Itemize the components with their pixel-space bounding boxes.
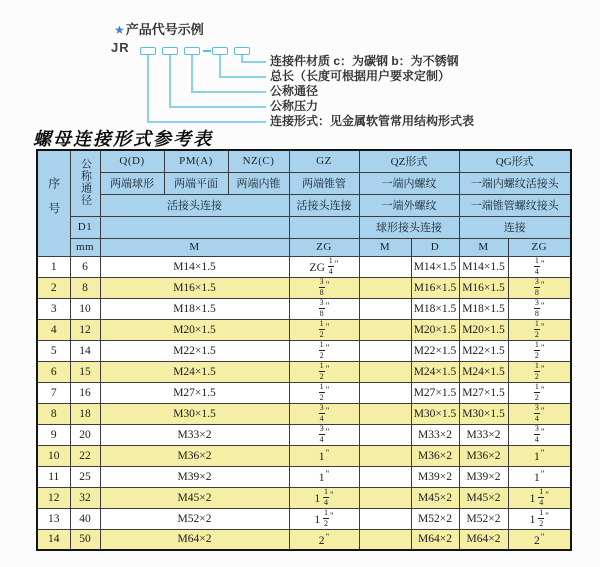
cell-m: M14×1.5 — [100, 256, 289, 277]
header-end-type-nzc: 两端内锥 — [228, 172, 289, 194]
cell-gz-zg: 1 $\frac{1}{2}$ " — [289, 508, 359, 529]
cell-seq: 2 — [37, 277, 70, 298]
diagram-title — [114, 19, 204, 38]
cell-m: M36×2 — [100, 445, 289, 466]
header-group-nzc: NZ(C) — [228, 150, 289, 172]
table-row — [37, 256, 571, 277]
header-group-qz: QZ形式 — [359, 150, 459, 172]
code-box — [212, 47, 228, 55]
cell-qz-m — [359, 256, 411, 277]
header-connect: 连接 — [459, 216, 571, 238]
table-row — [37, 487, 571, 508]
header-group-pma: PM(A) — [164, 150, 228, 172]
cell-seq: 13 — [37, 508, 70, 529]
cell-qz-m — [359, 466, 411, 487]
cell-dn: 14 — [70, 340, 100, 361]
header-ball-joint: 球形接头连接 — [359, 216, 459, 238]
code-box — [140, 47, 156, 55]
cell-qz-d: M64×2 — [411, 529, 459, 550]
cell-qz-m — [359, 382, 411, 403]
header-thread-m1: M — [100, 238, 289, 256]
header-thread-m3: M — [459, 238, 508, 256]
cell-qz-m — [359, 508, 411, 529]
header-end-type-pma: 两端平面 — [164, 172, 228, 194]
cell-qz-d: M45×2 — [411, 487, 459, 508]
cell-qg-m: M52×2 — [459, 508, 508, 529]
header-thread-m2: M — [359, 238, 411, 256]
header-nominal-diameter: 公称通径 — [70, 150, 100, 216]
cell-seq: 12 — [37, 487, 70, 508]
cell-qz-m — [359, 277, 411, 298]
cell-qg-zg: 2" — [508, 529, 571, 550]
table-row — [37, 445, 571, 466]
connector-line — [241, 61, 266, 63]
cell-qg-m: M22×1.5 — [459, 340, 508, 361]
header-group-qd: Q(D) — [100, 150, 164, 172]
cell-qg-zg: $\frac{3}{4}$ " — [508, 403, 571, 424]
cell-m: M24×1.5 — [100, 361, 289, 382]
cell-qg-m: M30×1.5 — [459, 403, 508, 424]
cell-gz-zg: ZG $\frac{1}{4}$ " — [289, 256, 359, 277]
header-end-type-qz: 一端内螺纹 — [359, 172, 459, 194]
header-end-type-qg: 一端内螺纹活接头 — [459, 172, 571, 194]
header-conn-ext-thread: 一端外螺纹 — [359, 194, 459, 216]
cell-qz-m — [359, 403, 411, 424]
cell-dn: 40 — [70, 508, 100, 529]
cell-gz-zg: $\frac{3}{8}$ " — [289, 277, 359, 298]
table-title: 螺母连接形式参考表 — [33, 129, 213, 149]
cell-qg-zg: 1" — [508, 466, 571, 487]
cell-qz-d: M52×2 — [411, 508, 459, 529]
header-thread-zg2: ZG — [508, 238, 571, 256]
cell-qg-zg: 1 $\frac{1}{4}$ " — [508, 487, 571, 508]
cell-m: M18×1.5 — [100, 298, 289, 319]
header-conn-union: 活接头连接 — [100, 194, 289, 216]
cell-seq: 10 — [37, 445, 70, 466]
cell-qg-m: M20×1.5 — [459, 319, 508, 340]
header-d1: D1 — [70, 216, 100, 238]
cell-qg-zg: $\frac{3}{8}$ " — [508, 298, 571, 319]
header-seq: 序号 — [37, 150, 70, 256]
table-body — [37, 256, 571, 550]
cell-qg-m: M39×2 — [459, 466, 508, 487]
label-total-length: 总长（长度可根据用户要求定制） — [270, 69, 451, 83]
cell-gz-zg: 1 $\frac{1}{4}$ " — [289, 487, 359, 508]
header-end-type-gz: 两端锥管 — [289, 172, 359, 194]
cell-qg-zg: $\frac{1}{2}$ " — [508, 340, 571, 361]
cell-dn: 22 — [70, 445, 100, 466]
table-row — [37, 361, 571, 382]
cell-gz-zg: 1" — [289, 466, 359, 487]
connector-line — [169, 106, 266, 108]
cell-gz-zg: $\frac{1}{2}$ " — [289, 382, 359, 403]
cell-seq: 7 — [37, 382, 70, 403]
cell-qz-d: M22×1.5 — [411, 340, 459, 361]
table-row — [37, 424, 571, 445]
cell-qz-m — [359, 487, 411, 508]
cell-qg-zg: $\frac{3}{4}$ " — [508, 424, 571, 445]
cell-qz-m — [359, 340, 411, 361]
cell-qz-d: M24×1.5 — [411, 361, 459, 382]
header-conn-taper: 一端锥管螺纹接头 — [459, 194, 571, 216]
table-row — [37, 403, 571, 424]
cell-gz-zg: $\frac{1}{2}$ " — [289, 361, 359, 382]
cell-qz-d: M18×1.5 — [411, 298, 459, 319]
connector-line — [147, 55, 149, 121]
header-unit: mm — [70, 238, 100, 256]
cell-m: M22×1.5 — [100, 340, 289, 361]
cell-m: M30×1.5 — [100, 403, 289, 424]
cell-dn: 20 — [70, 424, 100, 445]
cell-qg-m: M24×1.5 — [459, 361, 508, 382]
connector-line — [147, 121, 266, 123]
cell-dn: 25 — [70, 466, 100, 487]
header-empty-gz — [289, 216, 359, 238]
header-empty-m — [100, 216, 289, 238]
table-row — [37, 508, 571, 529]
diagram-title-text: 产品代号示例 — [125, 22, 204, 37]
cell-qz-m — [359, 424, 411, 445]
cell-m: M45×2 — [100, 487, 289, 508]
cell-qg-zg: $\frac{1}{4}$ " — [508, 256, 571, 277]
cell-qz-d: M33×2 — [411, 424, 459, 445]
connector-line — [219, 55, 221, 76]
cell-qz-d: M30×1.5 — [411, 403, 459, 424]
cell-dn: 50 — [70, 529, 100, 550]
cell-qz-d: M20×1.5 — [411, 319, 459, 340]
table-row — [37, 340, 571, 361]
header-group-gz: GZ — [289, 150, 359, 172]
connector-line — [169, 55, 171, 106]
cell-dn: 32 — [70, 487, 100, 508]
code-box — [184, 47, 200, 55]
label-nominal-pressure: 公称压力 — [270, 99, 319, 113]
cell-qg-m: M64×2 — [459, 529, 508, 550]
header-group-qg: QG形式 — [459, 150, 571, 172]
cell-seq: 11 — [37, 466, 70, 487]
cell-seq: 5 — [37, 340, 70, 361]
cell-dn: 16 — [70, 382, 100, 403]
reference-table — [36, 149, 572, 551]
code-dash — [203, 50, 211, 52]
cell-qg-m: M18×1.5 — [459, 298, 508, 319]
cell-qg-zg: 1 $\frac{1}{2}$ " — [508, 508, 571, 529]
cell-seq: 8 — [37, 403, 70, 424]
cell-gz-zg: $\frac{3}{8}$ " — [289, 298, 359, 319]
cell-m: M64×2 — [100, 529, 289, 550]
table-row — [37, 298, 571, 319]
cell-qg-zg: $\frac{1}{2}$ " — [508, 382, 571, 403]
cell-m: M27×1.5 — [100, 382, 289, 403]
cell-dn: 18 — [70, 403, 100, 424]
cell-qg-zg: $\frac{3}{8}$ " — [508, 277, 571, 298]
cell-m: M16×1.5 — [100, 277, 289, 298]
cell-dn: 10 — [70, 298, 100, 319]
code-box — [162, 47, 178, 55]
cell-qz-m — [359, 361, 411, 382]
cell-m: M39×2 — [100, 466, 289, 487]
cell-qz-m — [359, 445, 411, 466]
star-icon: ★ — [114, 23, 125, 37]
cell-qg-m: M33×2 — [459, 424, 508, 445]
cell-qg-zg: $\frac{1}{2}$ " — [508, 319, 571, 340]
cell-gz-zg: 2" — [289, 529, 359, 550]
cell-dn: 12 — [70, 319, 100, 340]
cell-dn: 8 — [70, 277, 100, 298]
connector-line — [219, 76, 266, 78]
cell-qz-m — [359, 319, 411, 340]
cell-m: M33×2 — [100, 424, 289, 445]
cell-m: M20×1.5 — [100, 319, 289, 340]
cell-qz-m — [359, 298, 411, 319]
label-material: 连接件材质 c：为碳钢 b：为不锈钢 — [270, 54, 459, 68]
nut-connection-table — [36, 149, 572, 551]
cell-gz-zg: $\frac{3}{4}$ " — [289, 403, 359, 424]
cell-qg-m: M14×1.5 — [459, 256, 508, 277]
cell-qz-d: M16×1.5 — [411, 277, 459, 298]
cell-dn: 6 — [70, 256, 100, 277]
cell-m: M52×2 — [100, 508, 289, 529]
connector-line — [191, 91, 266, 93]
header-conn-union-gz: 活接头连接 — [289, 194, 359, 216]
cell-qg-zg: 1" — [508, 445, 571, 466]
cell-qz-d: M14×1.5 — [411, 256, 459, 277]
code-prefix: JR — [111, 40, 130, 55]
cell-seq: 3 — [37, 298, 70, 319]
header-thread-d: D — [411, 238, 459, 256]
table-row — [37, 277, 571, 298]
cell-qz-d: M36×2 — [411, 445, 459, 466]
cell-seq: 6 — [37, 361, 70, 382]
cell-qz-m — [359, 529, 411, 550]
cell-gz-zg: $\frac{1}{2}$ " — [289, 319, 359, 340]
connector-line — [191, 55, 193, 91]
header-end-type-qd: 两端球形 — [100, 172, 164, 194]
cell-seq: 9 — [37, 424, 70, 445]
cell-qz-d: M27×1.5 — [411, 382, 459, 403]
cell-gz-zg: $\frac{1}{2}$ " — [289, 340, 359, 361]
table-row — [37, 529, 571, 550]
cell-seq: 1 — [37, 256, 70, 277]
table-row — [37, 466, 571, 487]
header-thread-zg1: ZG — [289, 238, 359, 256]
cell-qg-m: M36×2 — [459, 445, 508, 466]
cell-gz-zg: 1" — [289, 445, 359, 466]
cell-qg-m: M45×2 — [459, 487, 508, 508]
cell-seq: 4 — [37, 319, 70, 340]
cell-qz-d: M39×2 — [411, 466, 459, 487]
label-nominal-diameter: 公称通径 — [270, 84, 319, 98]
cell-qg-zg: $\frac{1}{2}$ " — [508, 361, 571, 382]
code-box — [234, 47, 250, 55]
cell-dn: 15 — [70, 361, 100, 382]
cell-seq: 14 — [37, 529, 70, 550]
cell-gz-zg: $\frac{3}{4}$ " — [289, 424, 359, 445]
product-code-diagram — [0, 0, 600, 128]
label-connection-form: 连接形式：见金属软管常用结构形式表 — [270, 114, 475, 128]
cell-qg-m: M16×1.5 — [459, 277, 508, 298]
cell-qg-m: M27×1.5 — [459, 382, 508, 403]
table-header — [37, 150, 571, 256]
table-row — [37, 382, 571, 403]
table-row — [37, 319, 571, 340]
